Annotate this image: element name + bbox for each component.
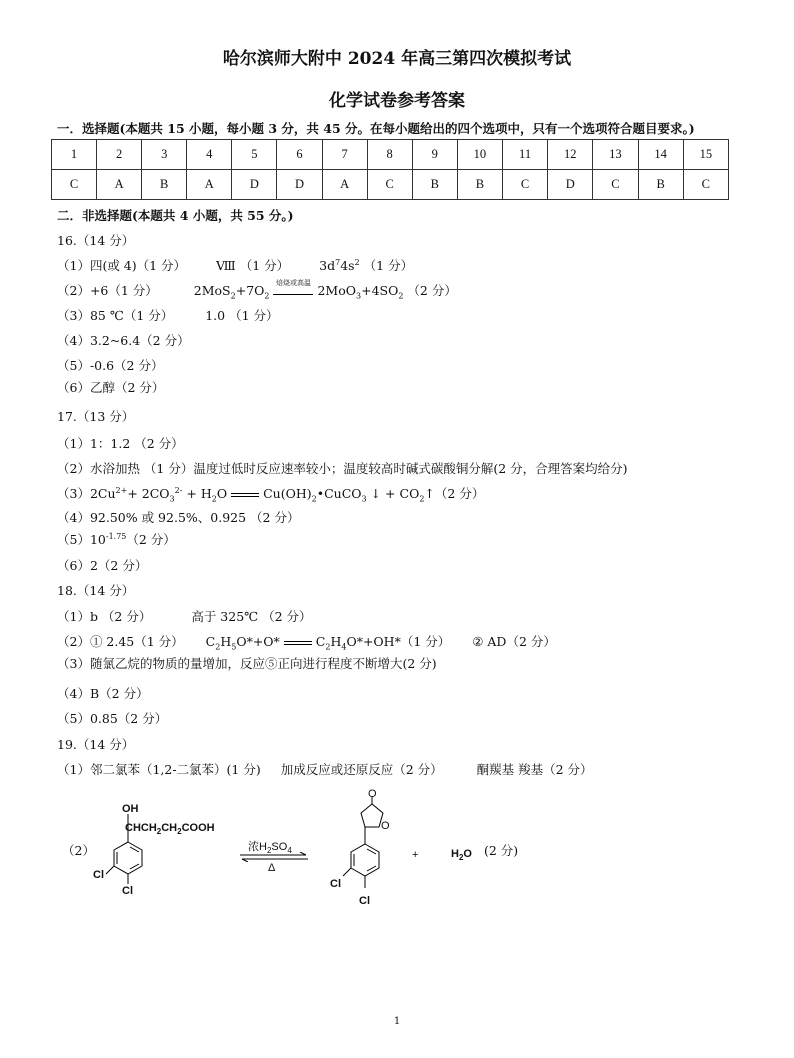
subscript: 3	[361, 494, 367, 504]
answer-cell: B	[638, 170, 683, 200]
q18-line-4: （4）B（2 分）	[57, 686, 149, 701]
q19-1-name: （1）邻二氯苯（1,2-二氯苯）(1 分)	[57, 762, 261, 777]
formula-part: （3）2Cu	[57, 486, 116, 501]
subscript: 2	[177, 827, 182, 837]
q17-line-2: （2）水浴加热 （1 分）温度过低时反应速率较小；温度较高时碱式碳酸铜分解(2 分，合理答案均给分)	[57, 461, 628, 476]
page-number: 1	[393, 1016, 401, 1027]
reaction-condition: 焙烧或高温	[275, 279, 311, 287]
question-number: 10	[457, 140, 502, 170]
subscript: 3	[356, 291, 362, 301]
section-2-heading: 二．非选择题(本题共 4 小题，共 55 分。)	[57, 208, 294, 223]
formula-part: ↓ + CO	[370, 486, 420, 501]
answer-cell: C	[367, 170, 412, 200]
answer-cell: A	[322, 170, 367, 200]
q16-line-3	[57, 306, 279, 324]
superscript: 2-	[174, 485, 183, 495]
answer-cell: D	[548, 170, 593, 200]
formula-part: +4SO	[361, 283, 399, 298]
q16-1-period: （1）四(或 4)（1 分）	[57, 258, 187, 273]
chloro-label-1: Cl	[93, 869, 104, 881]
subscript: 3	[169, 494, 175, 504]
q16-heading: 16.（14 分）	[57, 233, 135, 248]
answer-cell: C	[52, 170, 97, 200]
q18-line-5: （5）0.85（2 分）	[57, 711, 168, 726]
chain-part: COOH	[181, 822, 215, 834]
equals-sign	[284, 639, 312, 647]
subscript: 2	[311, 494, 317, 504]
q18-heading: 18.（14 分）	[57, 583, 135, 598]
reaction-arrow	[273, 279, 313, 295]
question-number: 13	[593, 140, 638, 170]
q19-line-1	[57, 760, 593, 778]
table-row	[52, 170, 729, 200]
chain-part: CH	[161, 822, 178, 834]
answer-cell: A	[97, 170, 142, 200]
q18-line-3: （3）随氯乙烷的物质的量增加，反应⑤正向进行程度不断增大(2 分)	[57, 656, 437, 671]
subscript: 2	[458, 853, 464, 863]
superscript: 7	[335, 257, 341, 267]
superscript: 2	[354, 257, 360, 267]
formula-part: •CuCO	[316, 486, 362, 501]
q18-2-value: （2）① 2.45（1 分）	[57, 634, 184, 649]
subscript: 5	[231, 642, 237, 652]
question-number: 3	[142, 140, 187, 170]
equilibrium-arrow	[238, 852, 310, 862]
subscript: 2	[215, 642, 221, 652]
question-number: 8	[367, 140, 412, 170]
ring-o-label: O	[381, 820, 390, 832]
question-number: 7	[322, 140, 367, 170]
subscript: 2	[230, 291, 236, 301]
formula-part: O*+OH*（1 分）	[346, 634, 451, 649]
superscript: 2+	[115, 485, 128, 495]
q17-line-5	[57, 530, 176, 548]
q18-2-choice: ② AD（2 分）	[472, 634, 556, 649]
subscript: 2	[266, 846, 272, 856]
chain-part: CHCH	[125, 822, 157, 834]
formula-part: O	[463, 848, 472, 860]
product-chloro-1: Cl	[330, 878, 341, 890]
q19-1-reaction-type: 加成反应或还原反应（2 分）	[280, 762, 443, 777]
question-number: 1	[52, 140, 97, 170]
formula-part: H	[451, 848, 459, 860]
subscript: 2	[264, 291, 270, 301]
subscript: 4	[287, 846, 292, 856]
answer-cell: C	[593, 170, 638, 200]
chloro-label-2: Cl	[122, 885, 133, 897]
q18-1-answer: （1）b （2 分）	[57, 609, 152, 624]
question-number: 12	[548, 140, 593, 170]
reaction-condition-heat: Δ	[268, 862, 276, 874]
side-chain-label	[125, 822, 215, 836]
formula-part: O	[216, 486, 228, 501]
question-number: 14	[638, 140, 683, 170]
formula-part: C	[315, 634, 326, 649]
water-formula	[451, 848, 472, 862]
q19-heading: 19.（14 分）	[57, 737, 135, 752]
formula-part: 2MoS	[193, 283, 231, 298]
question-number: 11	[502, 140, 547, 170]
q17-line-1: （1）1：1.2 （2 分）	[57, 436, 184, 451]
formula-part: H	[330, 634, 342, 649]
formula-part: + 2CO	[127, 486, 170, 501]
product-structure	[325, 790, 405, 910]
q16-1-config-3d: 3d	[319, 258, 336, 273]
q16-line-2	[57, 281, 457, 301]
question-number: 2	[97, 140, 142, 170]
formula-part: Cu(OH)	[263, 486, 312, 501]
formula-part: （5）10	[57, 532, 106, 547]
q19-2-score: (2 分)	[484, 843, 519, 858]
subscript: 2	[325, 642, 331, 652]
carbonyl-o-label: O	[368, 788, 377, 800]
question-number: 15	[683, 140, 728, 170]
question-number: 9	[412, 140, 457, 170]
condition-part: SO	[271, 841, 288, 853]
section-1-heading: 一．选择题(本题共 15 小题，每小题 3 分，共 45 分。在每小题给出的四个选项中，只有一个选项符合题目要求。)	[57, 121, 695, 136]
subscript: 2	[398, 291, 404, 301]
product-chloro-2: Cl	[359, 895, 370, 907]
answer-cell: B	[457, 170, 502, 200]
q17-line-4: （4）92.50% 或 92.5%、0.925 （2 分）	[57, 510, 300, 525]
equals-sign	[231, 491, 259, 499]
condition-part: 浓H	[248, 841, 267, 853]
q16-line-1	[57, 256, 413, 274]
q18-line-2	[57, 632, 556, 652]
formula-part: +7O	[235, 283, 265, 298]
page-title: 哈尔滨师大附中 2024 年高三第四次模拟考试	[222, 49, 572, 69]
q16-2-valence: （2）+6（1 分）	[57, 283, 158, 298]
q16-line-6: （6）乙醇（2 分）	[57, 380, 165, 395]
q16-3-temp: （3）85 ℃（1 分）	[57, 308, 174, 323]
answer-table	[51, 139, 729, 200]
subscript: 2	[211, 494, 217, 504]
answer-cell: B	[142, 170, 187, 200]
question-number: 5	[232, 140, 277, 170]
answer-cell: B	[412, 170, 457, 200]
q16-1-config-score: （1 分）	[363, 258, 414, 273]
q19-1-functional-groups: 酮羰基 羧基（2 分）	[476, 762, 593, 777]
subscript: 4	[341, 642, 347, 652]
q16-1-config-4s: 4s	[340, 258, 355, 273]
superscript: -1.75	[105, 531, 127, 541]
formula-part: + H	[186, 486, 212, 501]
question-number: 4	[187, 140, 232, 170]
question-number: 6	[277, 140, 322, 170]
subscript: 2	[419, 494, 425, 504]
formula-part: O*+O*	[236, 634, 280, 649]
answer-cell: D	[277, 170, 322, 200]
q16-2-score: （2 分）	[407, 283, 457, 298]
answer-cell: D	[232, 170, 277, 200]
answer-cell: C	[502, 170, 547, 200]
q17-heading: 17.（13 分）	[57, 409, 135, 424]
q17-5-score: （2 分）	[126, 532, 176, 547]
q17-line-3	[57, 484, 484, 504]
q18-1-temp: 高于 325℃ （2 分）	[191, 609, 312, 624]
q16-3-value: 1.0 （1 分）	[205, 308, 279, 323]
page-subtitle: 化学试卷参考答案	[329, 91, 465, 111]
formula-part: 2MoO	[317, 283, 356, 298]
q17-line-6: （6）2（2 分）	[57, 558, 148, 573]
plus-sign: +	[412, 849, 419, 861]
q19-line-2-label: （2）	[62, 843, 95, 858]
formula-part: ↑（2 分）	[424, 486, 485, 501]
table-row	[52, 140, 729, 170]
formula-part: H	[220, 634, 232, 649]
q16-1-group: Ⅷ	[216, 258, 236, 273]
subscript: 2	[156, 827, 162, 837]
answer-cell: A	[187, 170, 232, 200]
answer-cell: C	[683, 170, 728, 200]
q18-line-1	[57, 607, 312, 625]
q16-line-4: （4）3.2~6.4（2 分）	[57, 333, 190, 348]
formula-part: C	[205, 634, 216, 649]
reactant-structure	[88, 798, 228, 900]
q16-1-score: （1 分）	[239, 258, 290, 273]
q16-line-5: （5）-0.6（2 分）	[57, 358, 164, 373]
hydroxyl-label: OH	[122, 803, 139, 815]
